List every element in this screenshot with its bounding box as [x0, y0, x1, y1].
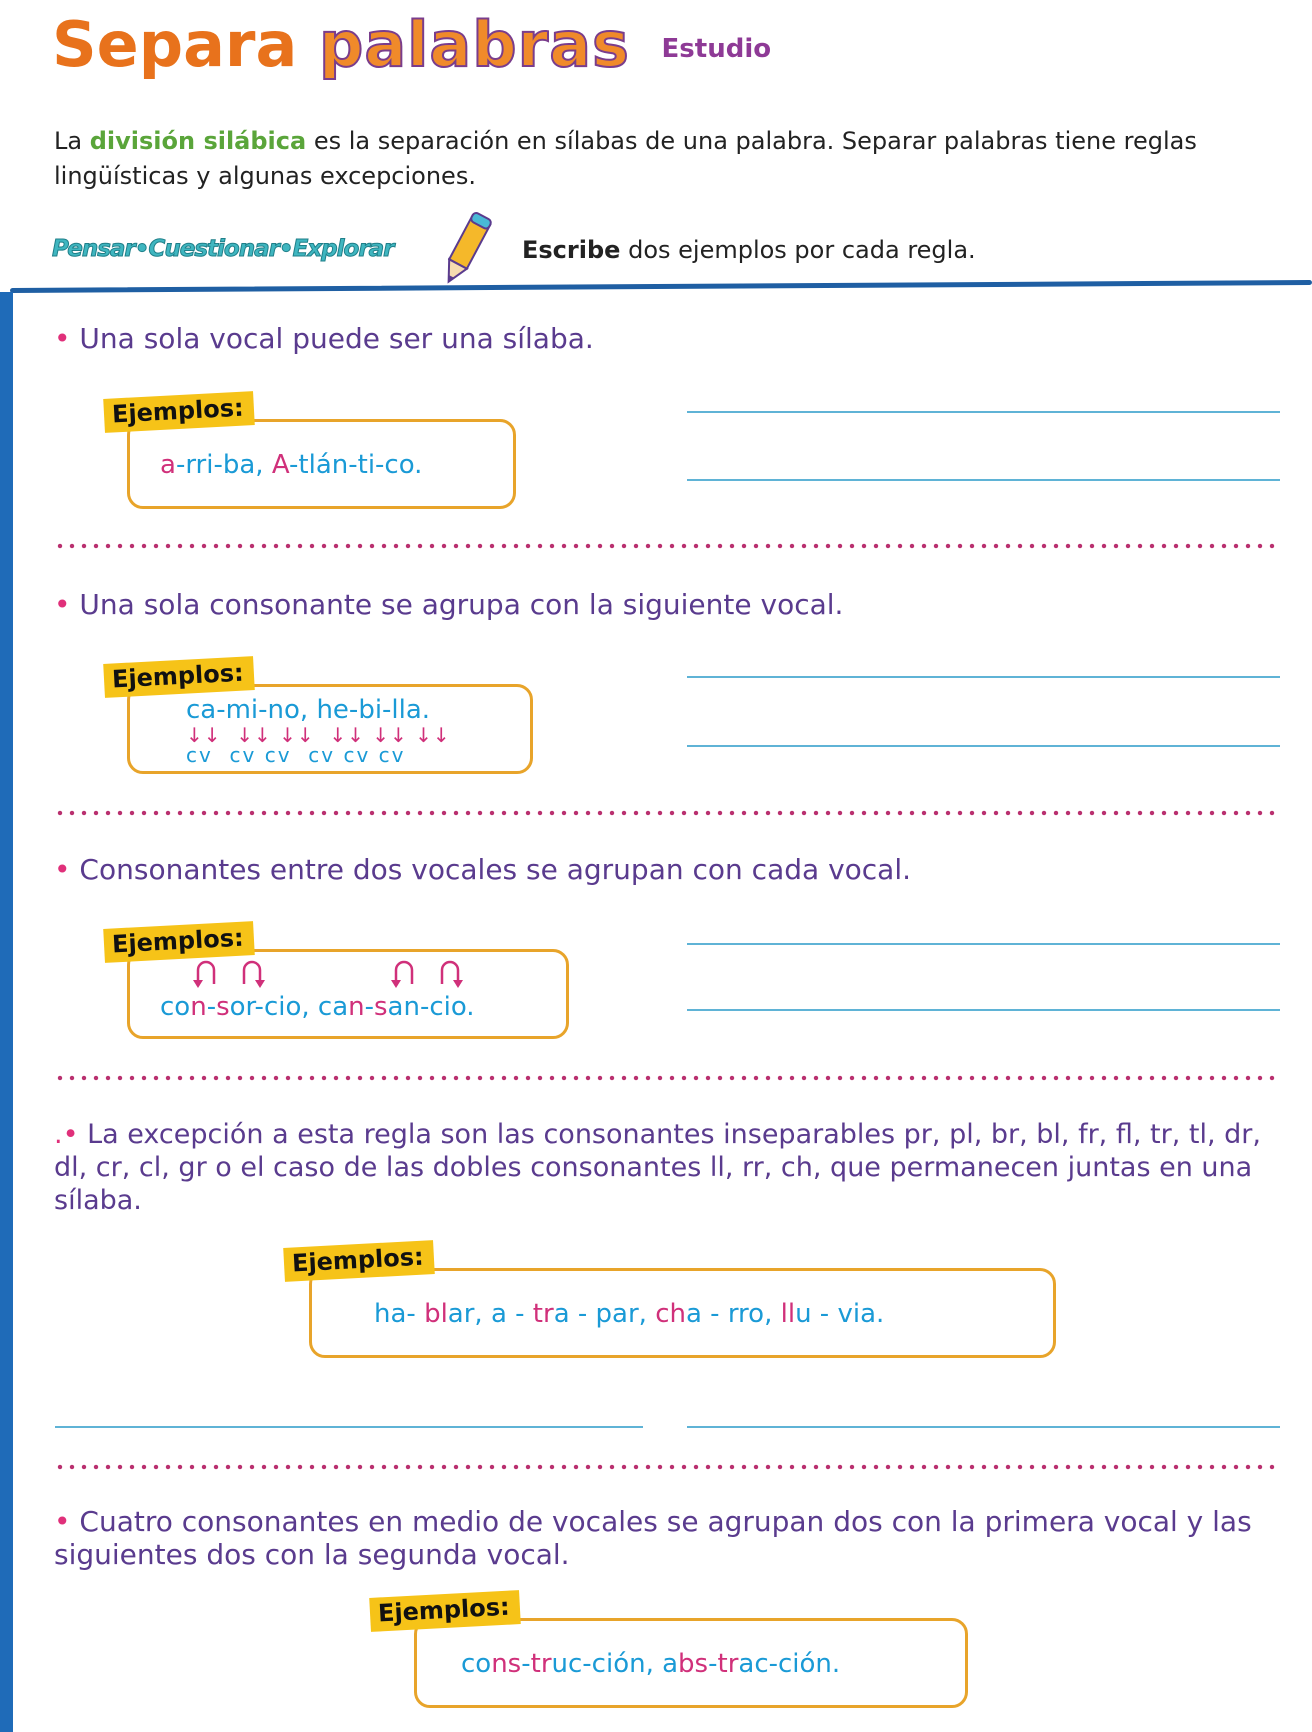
syllable-segment: ll — [780, 1299, 796, 1329]
page-title — [52, 8, 771, 81]
pencil-icon — [436, 210, 496, 292]
examples-label: Ejemplos: — [283, 1240, 434, 1282]
syllable-segment: tr — [717, 1649, 739, 1679]
syllable-segment: -tlán-ti-co. — [289, 450, 423, 480]
syllable-segment: n — [190, 992, 207, 1022]
intro-paragraph — [54, 124, 1284, 194]
answer-line[interactable] — [687, 745, 1280, 747]
rule-5 — [54, 1505, 1279, 1571]
cv-labels: cv cv cv cv cv cv — [186, 743, 406, 767]
answer-line[interactable] — [687, 1426, 1280, 1428]
rule-text: Una sola vocal puede ser una sílaba. — [79, 322, 594, 355]
arrow-down-icons: ↓↓ ↓↓ ↓↓ ↓↓ ↓↓ ↓↓ — [186, 723, 451, 747]
example-text — [160, 450, 422, 480]
syllable-segment: co — [160, 992, 191, 1022]
example-box-4 — [309, 1268, 1056, 1358]
syllable-segment: - — [364, 992, 374, 1022]
syllable-segment: - — [521, 1649, 531, 1679]
curved-arrow-icons — [170, 958, 470, 988]
syllable-segment: uc-ción, a — [551, 1649, 679, 1679]
example-box-3 — [127, 949, 569, 1039]
syllable-segment: an-cio. — [387, 992, 475, 1022]
instruction-rest: dos ejemplos por cada regla. — [628, 236, 976, 264]
syllable-segment: ch — [655, 1299, 686, 1329]
syllable-segment: co — [461, 1649, 492, 1679]
instruction — [522, 236, 976, 264]
dotted-divider — [54, 1075, 1280, 1081]
syllable-segment: or-cio, ca — [229, 992, 349, 1022]
syllable-segment: u - via. — [795, 1299, 885, 1329]
bullet: • — [54, 1505, 71, 1538]
example-text — [160, 992, 475, 1022]
answer-line[interactable] — [687, 411, 1280, 413]
examples-label: Ejemplos: — [103, 391, 254, 433]
example-box-2 — [127, 684, 533, 774]
syllable-segment: A — [271, 450, 290, 480]
dotted-divider — [54, 543, 1280, 549]
syllable-segment: ca-mi-no, he-bi-lla. — [186, 695, 431, 725]
bullet: .• — [54, 1119, 79, 1150]
syllable-segment: a - par, — [553, 1299, 656, 1329]
frame-top-border — [10, 280, 1312, 293]
example-text — [186, 695, 430, 725]
syllable-segment: n — [348, 992, 365, 1022]
rule-2 — [54, 588, 1279, 621]
rule-text: Una sola consonante se agrupa con la siguiente vocal. — [79, 588, 844, 621]
syllable-segment: a — [160, 450, 176, 480]
bullet: • — [54, 322, 71, 355]
answer-line[interactable] — [687, 1009, 1280, 1011]
syllable-segment: bs — [678, 1649, 709, 1679]
syllable-segment: - — [206, 992, 217, 1022]
instruction-bold: Escribe — [522, 236, 621, 264]
frame-left-border — [0, 292, 13, 1732]
intro-highlight: división silábica — [89, 127, 307, 155]
syllable-segment: tr — [530, 1649, 552, 1679]
answer-line[interactable] — [687, 479, 1280, 481]
title-outline: palabras — [318, 8, 630, 81]
dotted-divider — [54, 810, 1280, 816]
syllable-segment: -rri-ba, — [175, 450, 272, 480]
syllable-segment: ar, a - — [447, 1299, 533, 1329]
examples-label: Ejemplos: — [103, 921, 254, 963]
activity-tag: Pensar•Cuestionar•Explorar — [52, 236, 394, 262]
rule-text: La excepción a esta regla son las consonantes inseparables pr, pl, br, bl, fr, fl, tr, tl, dr, dl, cr, cl, gr o el caso de las dobles consonantes ll, rr, ch, que permanecen juntas en una sílaba. — [54, 1119, 1261, 1216]
syllable-segment: ns — [491, 1649, 522, 1679]
bullet: • — [54, 588, 71, 621]
syllable-segment: a - rro, — [685, 1299, 781, 1329]
answer-line[interactable] — [687, 676, 1280, 678]
syllable-segment: s — [374, 992, 388, 1022]
example-text — [461, 1649, 840, 1679]
answer-line[interactable] — [55, 1426, 643, 1428]
example-text — [374, 1299, 884, 1329]
page-subtitle: Estudio — [661, 33, 772, 64]
rule-text: Cuatro consonantes en medio de vocales se agrupan dos con la primera vocal y las siguientes dos con la segunda vocal. — [54, 1505, 1252, 1571]
syllable-segment: tr — [532, 1299, 554, 1329]
intro-before: La — [54, 127, 83, 155]
syllable-segment: ac-ción. — [738, 1649, 841, 1679]
dotted-divider — [54, 1464, 1280, 1470]
syllable-segment: - — [708, 1649, 718, 1679]
rule-1 — [54, 322, 1279, 355]
rule-4 — [54, 1118, 1279, 1217]
syllable-segment: bl — [424, 1299, 448, 1329]
bullet: • — [54, 853, 71, 886]
intro-after: es la separación en sílabas de una palabra. Separar palabras tiene reglas lingüísticas y algunas excepciones. — [54, 127, 1197, 190]
title-plain: Separa — [52, 8, 298, 81]
example-box-5 — [414, 1618, 968, 1708]
syllable-segment: ha- — [374, 1299, 425, 1329]
answer-line[interactable] — [687, 943, 1280, 945]
example-box-1 — [127, 419, 516, 509]
syllable-segment: s — [216, 992, 230, 1022]
rule-text: Consonantes entre dos vocales se agrupan con cada vocal. — [79, 853, 911, 886]
rule-3 — [54, 853, 1279, 886]
examples-label: Ejemplos: — [369, 1590, 520, 1632]
examples-label: Ejemplos: — [103, 656, 254, 698]
